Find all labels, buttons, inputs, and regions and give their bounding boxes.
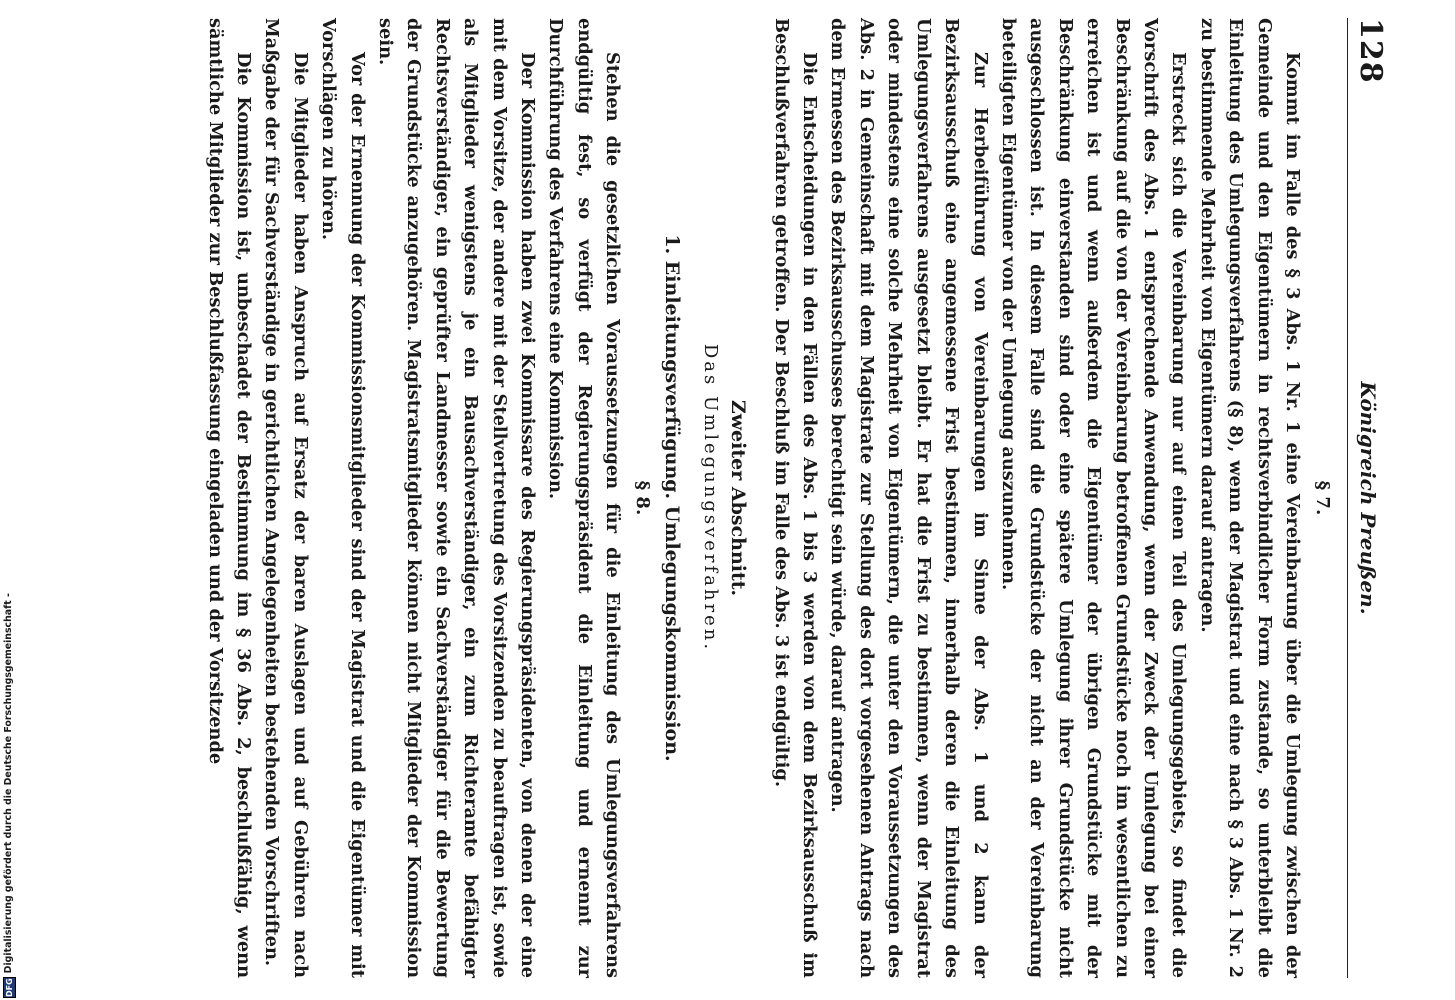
paragraph: Der Kommission haben zwei Kommissare des Regierungspräsidenten, von denen der eine mit dem Vorsitze, der andere mit der Stellvertretung des Vorsitzenden zu beauftragen ist, sowie als Mitglieder wenigstens je ein Bausachverständiger, ein zum Richteramte befähigter Rechtsverständiger, ein geprüfter Landmesser sowie ein Sachverständiger für die Bewertung der Grundstücke anzugehören. Magistratsmitglieder können nicht Mitglieder der Kommission sein.: [375, 18, 539, 978]
running-head: [1347, 18, 1390, 978]
digitization-credit: [2, 593, 16, 998]
chapter-subtitle: Das Umlegungsverfahren.: [700, 343, 722, 653]
paragraph: Erstreckt sich die Vereinbarung nur auf einen Teil des Umlegungsgebiets, so findet die Vorschrift des Abs. 1 entsprechende Anwendung, wenn der Zweck der Umlegung bei einer Beschränkung auf die von der Vereinbarung betroffenen Grundstücke noch im wesentlichen zu erreichen ist und wenn außerdem die Eigentümer der übrigen Grundstücke mit der Beschränkung einverstanden sind oder eine spätere Umlegung ihrer Grundstücke nicht ausgeschlossen ist. In diesem Falle sind die Grundstücke der nicht an der Vereinbarung beteiligten Eigentümer von der Umlegung auszunehmen.: [997, 18, 1190, 978]
section-mark-8: § 8.: [632, 480, 654, 516]
dfg-logo-icon: DFG: [4, 978, 14, 997]
paragraph: Zur Herbeiführung von Vereinbarungen im Sinne der Abs. 1 und 2 kann der Bezirksausschuß eine angemessene Frist bestimmen, innerhalb deren die Einleitung des Umlegungsverfahrens ausgesetzt bleibt. Er hat die Frist zu bestimmen, wenn der Magistrat oder mindestens eine solche Mehrheit von Eigentümern, die unter den Voraussetzungen des Abs. 2 in Gemeinschaft mit dem Magistrate zur Stellung des dort vorgesehenen Antrags nach dem Ermessen des Bezirksausschusses berechtigt sein würde, darauf antragen.: [827, 18, 991, 978]
running-title: Königreich Preußen.: [1356, 381, 1380, 615]
paragraph: Die Kommission ist, unbeschadet der Bestimmung im § 36 Abs. 2, beschlußfähig, wenn sämtliche Mitglieder zur Beschlußfassung eingeladen und der Vorsitzende: [204, 18, 254, 978]
section-mark-7: § 7.: [1312, 480, 1333, 516]
digitization-credit-text: Digitalisierung gefördert durch die Deutsche Forschungsgemeinschaft -: [3, 593, 14, 974]
paragraph: Vor der Ernennung der Kommissionsmitglieder sind der Magistrat und die Eigentümer mit Vorschlägen zu hören.: [318, 18, 368, 978]
paragraph: Kommt im Falle des § 3 Abs. 1 Nr. 1 eine Vereinbarung über die Umlegung zwischen der Gemeinde und den Eigentümern in rechtsverbindlicher Form zustande, so unterbleibt die Einleitung des Umlegungsverfahrens (§ 8), wenn der Magistrat und eine nach § 3 Abs. 1 Nr. 2 zu bestimmende Mehrheit von Eigentümern darauf antragen.: [1196, 18, 1303, 978]
paragraph: Stehen die gesetzlichen Voraussetzungen für die Einleitung des Umlegungsverfahrens endgültig fest, so verfügt der Regierungspräsident die Einleitung und ernennt zur Durchführung des Verfahrens eine Kommission.: [545, 18, 624, 978]
paragraph: Die Entscheidungen in den Fällen des Abs. 1 bis 3 werden von dem Bezirksausschuß im Beschlußverfahren getroffen. Der Beschluß im Falle des Abs. 3 ist endgültig.: [770, 18, 821, 978]
page-number: 128: [1353, 18, 1388, 84]
body-text: [200, 18, 1338, 978]
subsection-title: 1. Einleitungsverfügung. Umlegungskommission.: [661, 234, 684, 762]
document-page: [110, 0, 1390, 1000]
paragraph: Die Mitglieder haben Anspruch auf Ersatz der baren Auslagen und auf Gebühren nach Maßgabe der für Sachverständige in gerichtlichen Angelegenheiten bestehenden Vorschriften.: [261, 18, 311, 978]
chapter-title: Zweiter Abschnitt.: [727, 399, 750, 597]
